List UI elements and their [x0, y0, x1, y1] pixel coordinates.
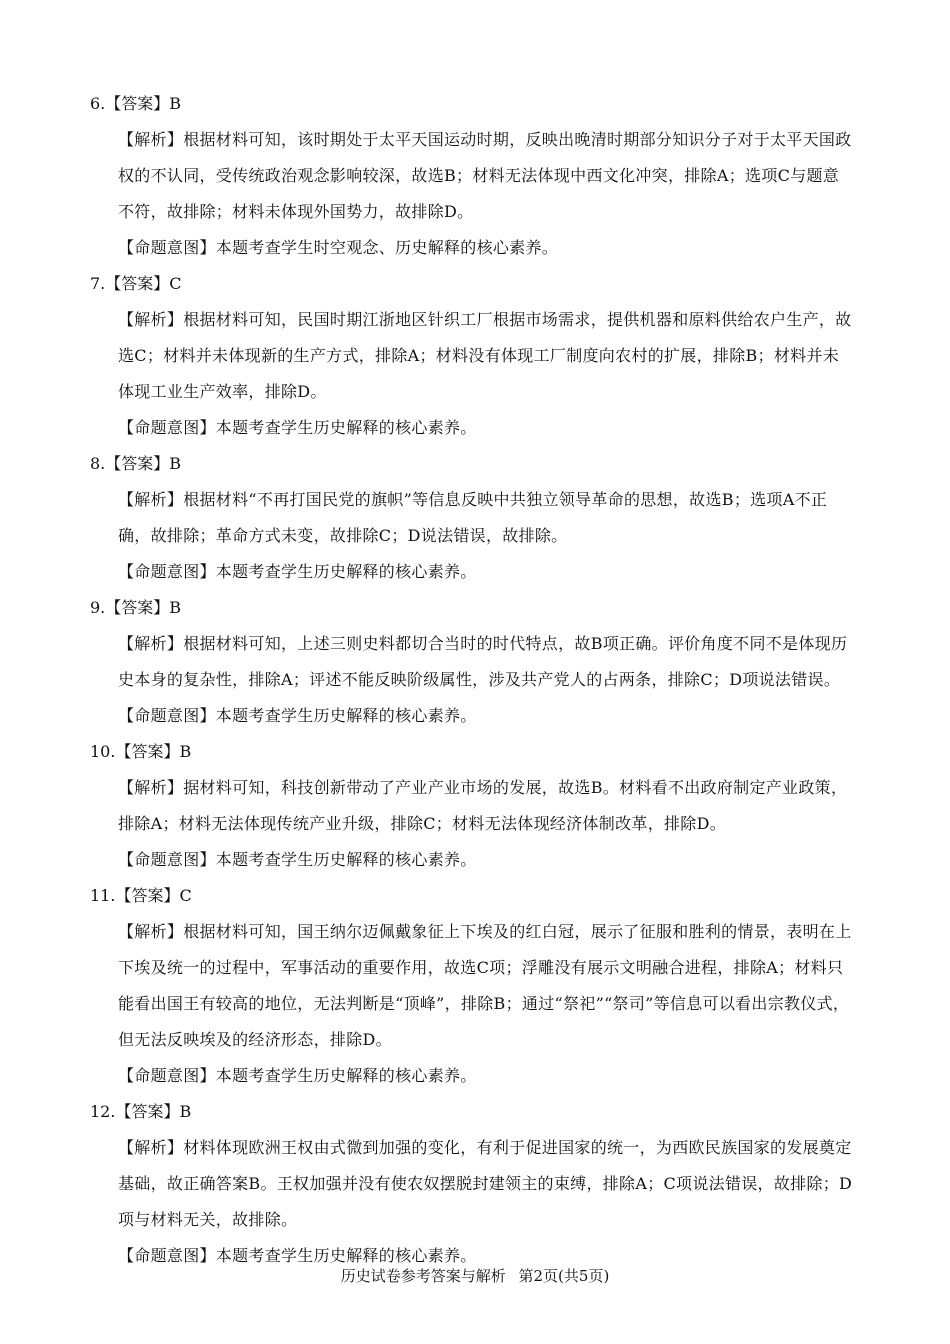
answer-tag: 【答案】 — [105, 274, 170, 293]
question-12 — [0, 1094, 950, 1274]
intent-text: 【命题意图】本题考查学生历史解释的核心素养。 — [118, 1246, 477, 1265]
intent-text: 【命题意图】本题考查学生历史解释的核心素养。 — [118, 562, 477, 581]
answer-tag: 【答案】 — [105, 454, 170, 473]
analysis-text: 【解析】据材料可知，科技创新带动了产业产业市场的发展，故选B。材料看不出政府制定产业政策，排除A；材料无法体现传统产业升级，排除C；材料无法体现经济体制改革，排除D。 — [118, 778, 848, 833]
answer-tag: 【答案】 — [105, 94, 170, 113]
analysis-text: 【解析】根据材料可知，上述三则史料都切合当时的时代特点，故B项正确。评价角度不同不是体现历史本身的复杂性，排除A；评述不能反映阶级属性，涉及共产党人的占两条，排除C；D项说法错误。 — [118, 634, 848, 689]
question-number: 10. — [90, 742, 116, 761]
answer-value: B — [169, 454, 182, 473]
question-8 — [0, 446, 950, 590]
question-10 — [0, 734, 950, 878]
question-11 — [0, 878, 950, 1094]
answer-tag: 【答案】 — [115, 742, 180, 761]
intent-text: 【命题意图】本题考查学生历史解释的核心素养。 — [118, 1066, 477, 1085]
analysis-text: 【解析】根据材料可知，国王纳尔迈佩戴象征上下埃及的红白冠，展示了征服和胜利的情景，表明在上下埃及统一的过程中，军事活动的重要作用，故选C项；浮雕没有展示文明融合进程，排除A；材料只能看出国王有较高的地位，无法判断是“顶峰”，排除B；通过“祭祀”“祭司”等信息可以看出宗教仪式，但无法反映埃及的经济形态，排除D。 — [118, 922, 852, 1049]
intent-text: 【命题意图】本题考查学生时空观念、历史解释的核心素养。 — [118, 238, 559, 257]
answer-tag: 【答案】 — [115, 886, 180, 905]
answer-value: B — [169, 598, 182, 617]
question-7 — [0, 266, 950, 446]
answer-value: C — [169, 274, 182, 293]
answer-value: B — [179, 742, 192, 761]
answer-tag: 【答案】 — [105, 598, 170, 617]
question-number: 12. — [90, 1102, 116, 1121]
analysis-text: 【解析】根据材料可知，该时期处于太平天国运动时期，反映出晚清时期部分知识分子对于太平天国政权的不认同，受传统政治观念影响较深，故选B；材料无法体现中西文化冲突，排除A；选项C与题意不符，故排除；材料未体现外国势力，故排除D。 — [118, 130, 852, 221]
footer-page-number: 第2页(共5页) — [518, 1267, 610, 1285]
question-6 — [0, 86, 950, 266]
analysis-text: 【解析】材料体现欧洲王权由式微到加强的变化，有利于促进国家的统一，为西欧民族国家的发展奠定基础，故正确答案B。王权加强并没有使农奴摆脱封建领主的束缚，排除A；C项说法错误，故排除；D项与材料无关，故排除。 — [118, 1138, 853, 1229]
answer-value: B — [169, 94, 182, 113]
answer-tag: 【答案】 — [115, 1102, 180, 1121]
question-number: 6. — [90, 94, 106, 113]
answer-value: C — [179, 886, 192, 905]
intent-text: 【命题意图】本题考查学生历史解释的核心素养。 — [118, 418, 477, 437]
intent-text: 【命题意图】本题考查学生历史解释的核心素养。 — [118, 706, 477, 725]
question-number: 11. — [90, 886, 116, 905]
answer-value: B — [179, 1102, 192, 1121]
question-number: 7. — [90, 274, 106, 293]
question-number: 9. — [90, 598, 106, 617]
analysis-text: 【解析】根据材料可知，民国时期江浙地区针织工厂根据市场需求，提供机器和原料供给农户生产，故选C；材料并未体现新的生产方式，排除A；材料没有体现工厂制度向农村的扩展，排除B；材料并未体现工业生产效率，排除D。 — [118, 310, 852, 401]
page-footer — [0, 1264, 950, 1288]
questions-list — [0, 86, 950, 1274]
analysis-text: 【解析】根据材料“不再打国民党的旗帜”等信息反映中共独立领导革命的思想，故选B；选项A不正确，故排除；革命方式未变，故排除C；D说法错误，故排除。 — [118, 490, 828, 545]
question-9 — [0, 590, 950, 734]
intent-text: 【命题意图】本题考查学生历史解释的核心素养。 — [118, 850, 477, 869]
question-number: 8. — [90, 454, 106, 473]
footer-title: 历史试卷参考答案与解析 — [340, 1267, 506, 1285]
